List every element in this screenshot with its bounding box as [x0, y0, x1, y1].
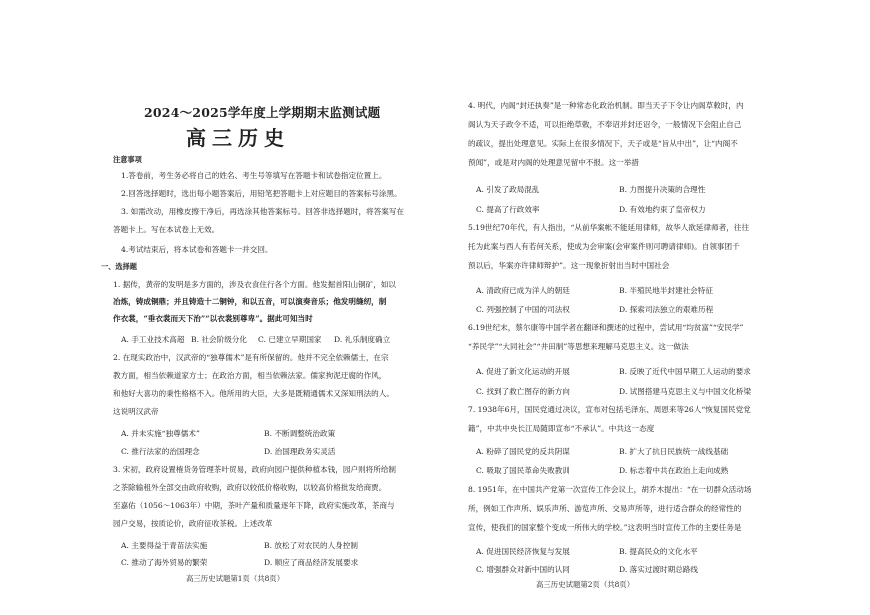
- q2-option-c[interactable]: C. 推行法家的治国理念: [121, 447, 200, 456]
- q8-line-2: 所，例如工作声所、娱乐声所、游览声所、交易声所等，进行适合群众的经常性的: [468, 504, 742, 513]
- q8-option-d[interactable]: D. 落实过渡时期总路线: [619, 565, 698, 574]
- q1-option-d[interactable]: D. 礼乐制度确立: [334, 335, 391, 344]
- q5-option-b[interactable]: B. 半殖民地半封建社会特征: [619, 286, 713, 295]
- q1-option-a[interactable]: A. 手工业技术高超: [121, 335, 185, 344]
- q2-option-d[interactable]: D. 治国理政务实灵活: [264, 447, 336, 456]
- q5-option-d[interactable]: D. 探索司法独立的艰难历程: [619, 305, 714, 314]
- q6-option-b[interactable]: B. 反映了近代中国早期工人运动的要求: [619, 367, 751, 376]
- q5-line-2: 托为此案与西人有若何关系，使成为会审案(会审案件则可聘请律师)。自领事团千: [468, 242, 740, 251]
- notes-header: 注意事项: [113, 155, 142, 164]
- q2-option-a[interactable]: A. 并未实施“独尊儒术”: [121, 429, 200, 438]
- q3-line-2: 之茶除输租外全部交由政府收购，政府以较低价格收购，以较高价格批发给商贾。: [113, 483, 387, 492]
- q3-option-c[interactable]: C. 推动了海外贸易的繁荣: [121, 558, 208, 567]
- section-header: 一、选择题: [101, 262, 137, 271]
- q5-option-c[interactable]: C. 列强控制了中国的司法权: [476, 305, 570, 314]
- q7-option-c[interactable]: C. 吸取了国民革命失败教训: [476, 466, 570, 475]
- q8-option-a[interactable]: A. 促进国民经济恢复与发展: [476, 547, 570, 556]
- q7-option-b[interactable]: B. 扩大了抗日民族统一战线基础: [619, 447, 729, 456]
- q3-line-1: 3. 宋初，政府设置榷货务管理茶叶贸易，政府向园户提供种植本钱，园户则将所给制: [113, 465, 397, 474]
- q2-line-1: 2. 在现实政治中，汉武帝的“独尊儒术”是有所保留的。他并不完全依赖儒士，在宗: [113, 353, 389, 362]
- q8-option-b[interactable]: B. 提高民众的文化水平: [619, 547, 698, 556]
- q4-option-a[interactable]: A. 引发了政局混乱: [476, 185, 540, 194]
- q6-line-1: 6.19世纪末，蔡尔康等中国学者在翻译和撰述的过程中，尝试用“均贫富”“安民学”: [468, 323, 744, 332]
- q4-option-c[interactable]: C. 提高了行政效率: [476, 205, 540, 214]
- note-1: 1.答卷前，考生务必将自己的姓名、考生号等填写在答题卡和试卷指定位置上。: [121, 171, 387, 180]
- q4-line-1: 4. 明代，内阁“封还执奏”是一种常态化政治机制。即当天子下令让内阁草敕时，内: [468, 101, 744, 110]
- q7-line-2: 籍”，中共中央长江局随即宣布“不承认”。中共这一态度: [468, 424, 655, 433]
- note-3: 3. 如需改动，用橡皮擦干净后，再选涂其他答案标号。回答非选择题时，将答案写在: [121, 207, 405, 216]
- q1-line-2: 冶炼，铸成铜鼎；并且铸造十二铜钟，和以五音，可以演奏音乐；他发明缝纫，制: [113, 297, 387, 306]
- note-4: 4.考试结束后，将本试卷和答题卡一并交回。: [121, 245, 273, 254]
- q7-option-a[interactable]: A. 粉碎了国民党的反共阴谋: [476, 447, 570, 456]
- q7-option-d[interactable]: D. 标志着中共在政治上走向成熟: [619, 466, 729, 475]
- q6-option-d[interactable]: D. 试图搭建马克思主义与中国文化桥梁: [619, 387, 752, 396]
- q2-line-4: 这说明汉武帝: [113, 407, 159, 416]
- q6-line-2: “养民学”“大同社会”“井田制”等思想来理解马克思主义。这一做法: [468, 342, 689, 351]
- q1-line-1: 1. 据传，黄帝的发明是多方面的，涉及衣食住行各个方面。他发掘首阳山铜矿，如以: [113, 280, 397, 289]
- note-2: 2.回答选择题时，选出每小题答案后，用铅笔把答题卡上对应题目的答案标号涂黑。: [121, 189, 402, 198]
- q8-option-c[interactable]: C. 增强群众对新中国的认同: [476, 565, 570, 574]
- page-right: [435, 0, 870, 615]
- q5-line-3: 预以后，华案亦许律师辩护”。这一现象折射出当时中国社会: [468, 261, 670, 270]
- note-3-cont: 答题卡上。写在本试卷上无效。: [113, 225, 220, 234]
- q1-line-3: 作衣裳，“垂衣裳而天下治”“以衣裳别尊卑”。据此可知当时: [113, 314, 313, 323]
- q8-line-1: 8. 1951年，在中国共产党第一次宣传工作会议上，胡乔木提出：“在一切群众活动场: [468, 485, 752, 494]
- q6-option-a[interactable]: A. 促进了新文化运动的开展: [476, 367, 570, 376]
- q2-line-3: 和他好大喜功的秉性格格不入。他所用的大臣，大多是既精通儒术又深知刑法的人。: [113, 389, 394, 398]
- q2-line-2: 教方面，相当依赖道家方士；在政治方面，相当依赖法家。儒家拘泥迂腐的作风，: [113, 371, 387, 380]
- q6-option-c[interactable]: C. 找到了救亡图存的新方向: [476, 387, 570, 396]
- q1-option-b[interactable]: B. 社会阶级分化: [191, 335, 247, 344]
- q3-option-a[interactable]: A. 主要得益于青苗法实施: [121, 541, 208, 550]
- page-footer-left: 高三历史试题第1页（共8页）: [186, 574, 285, 583]
- q4-line-2: 阁认为天子政令不适，可以拒绝草敕，不奉诏并封还诏令，一般情况下会阻止自己: [468, 120, 742, 129]
- q3-line-3: 至嘉佑（1056～1063年）中期，茶叶产量和质量逐年下降，政府实施改革，茶商与: [113, 501, 395, 510]
- exam-title: 2024～2025学年度上学期期末监测试题: [144, 105, 381, 120]
- q3-option-d[interactable]: D. 顺应了商品经济发展要求: [264, 558, 359, 567]
- page-footer-right: 高三历史试题第2页（共8页）: [536, 580, 635, 589]
- q2-option-b[interactable]: B. 不断调整统治政策: [264, 429, 336, 438]
- q4-option-b[interactable]: B. 力图提升决策的合理性: [619, 185, 706, 194]
- q5-option-a[interactable]: A. 清政府已成为洋人的朝廷: [476, 286, 570, 295]
- subject-title: 高三历史: [186, 126, 290, 150]
- q7-line-1: 7. 1938年6月，国民党通过决议，宣布对包括毛泽东、周恩来等26人“恢复国民党党: [468, 405, 751, 414]
- q4-line-3: 的疏议，提出处理意见。实际上在很多情况下，天子或是“旨从中出”，让“内阁不: [468, 139, 738, 148]
- q3-line-4: 园户交易，按质论价，政府征收茶税。上述改革: [113, 519, 273, 528]
- q3-option-b[interactable]: B. 放松了对农民的人身控制: [264, 541, 358, 550]
- q4-option-d[interactable]: D. 有效地约束了皇帝权力: [619, 205, 706, 214]
- q4-line-4: 预闻”，或是对内阁的处理意见留中不报。这一举措: [468, 158, 639, 167]
- q8-line-3: 宣传，使我们的国家整个变成一所伟大的学校。”这表明当时宣传工作的主要任务是: [468, 523, 742, 532]
- q1-option-c[interactable]: C. 已建立早期国家: [258, 335, 322, 344]
- q5-line-1: 5.19世纪70年代，有人指出，“从前华案帐不能延用律师，故华人欲延律师者，往往: [468, 223, 750, 232]
